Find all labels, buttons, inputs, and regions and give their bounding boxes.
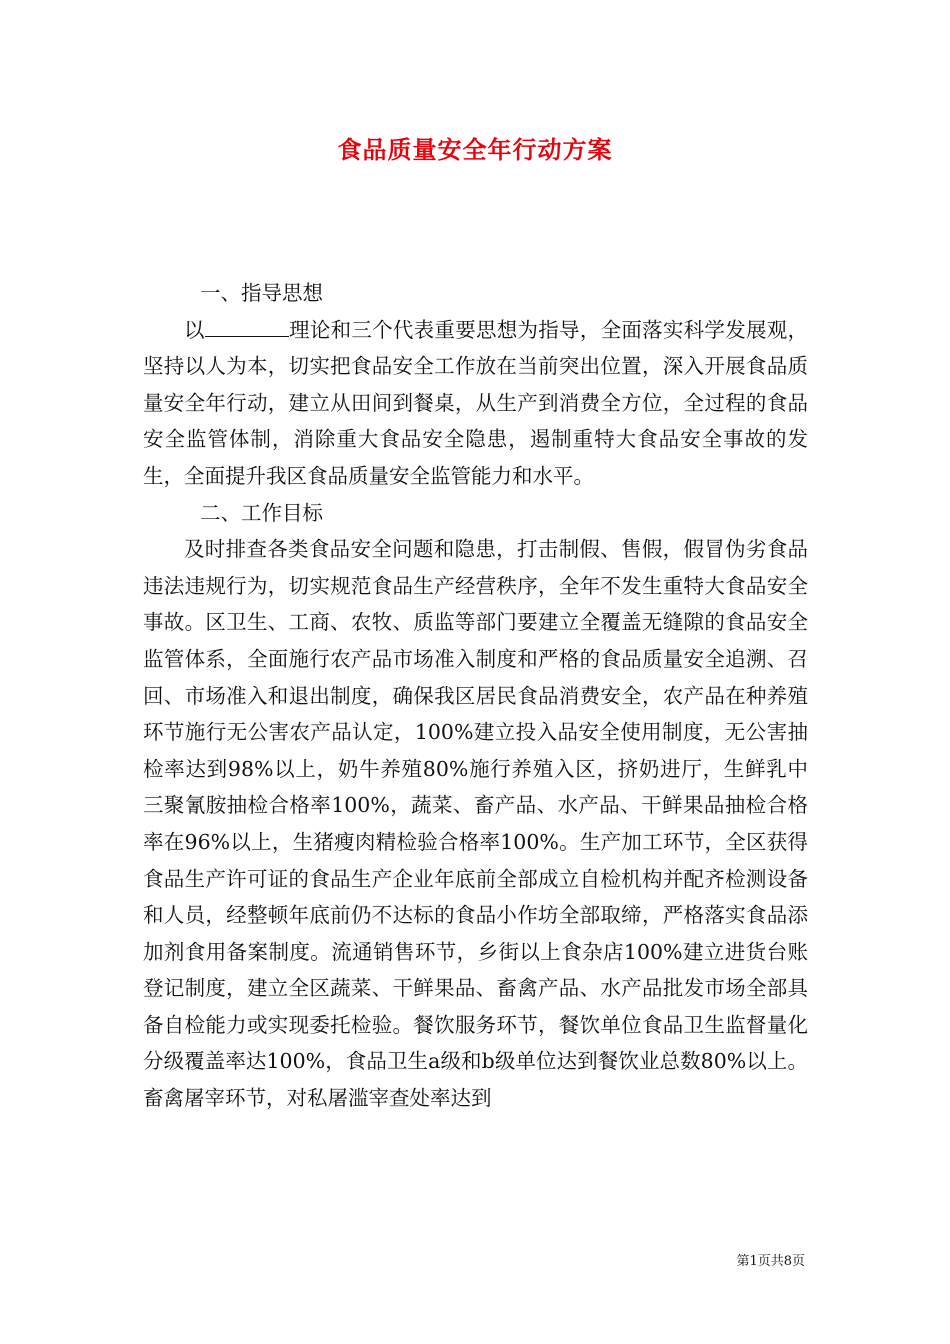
document-title: 食品质量安全年行动方案 [337, 135, 613, 164]
section-paragraph-guiding-ideology [143, 312, 808, 495]
page-number-footer: 第1页共8页 [736, 1254, 805, 1269]
section-paragraph-work-goals: 及时排查各类食品安全问题和隐患，打击制假、售假，假冒伪劣食品违法违规行为，切实规范食品生产经营秩序，全年不发生重特大食品安全事故。区卫生、工商、农牧、质监等部门要建立全覆盖无缝隙的食品安全监管体系，全面施行农产品市场准入制度和严格的食品质量安全追溯、召回、市场准入和退出制度，确保我区居民食品消费安全，农产品在种养殖环节施行无公害农产品认定，100%建立投入品安全使用制度，无公害抽检率达到98%以上，奶牛养殖80%施行养殖入区，挤奶进厅，生鲜乳中三聚氰胺抽检合格率100%，蔬菜、畜产品、水产品、干鲜果品抽检合格率在96%以上，生猪瘦肉精检验合格率100%。生产加工环节，全区获得食品生产许可证的食品生产企业年底前全部成立自检机构并配齐检测设备和人员，经整顿年底前仍不达标的食品小作坊全部取缔，严格落实食品添加剂食用备案制度。流通销售环节，乡街以上食杂店100%建立进货台账登记制度，建立全区蔬菜、干鲜果品、畜禽产品、水产品批发市场全部具备自检能力或实现委托检验。餐饮服务环节，餐饮单位食品卫生监督量化分级覆盖率达100%，食品卫生a级和b级单位达到餐饮业总数80%以上。畜禽屠宰环节，对私屠滥宰查处率达到 [143, 537, 808, 1111]
fill-in-blank [205, 314, 289, 337]
section-heading-work-goals: 二、工作目标 [200, 500, 323, 525]
section-heading-guiding-ideology: 一、指导思想 [200, 281, 323, 305]
paragraph-text-rest: 理论和三个代表重要思想为指导，全面落实科学发展观，坚持以人为本，切实把食品安全工作放在当前突出位置，深入开展食品质量安全年行动，建立从田间到餐桌，从生产到消费全方位，全过程的食品安全监管体制，消除重大食品安全隐患，遏制重特大食品安全事故的发生，全面提升我区食品质量安全监管能力和水平。 [143, 317, 809, 488]
paragraph-text-start: 以 [184, 317, 205, 342]
document-body [143, 275, 808, 1117]
